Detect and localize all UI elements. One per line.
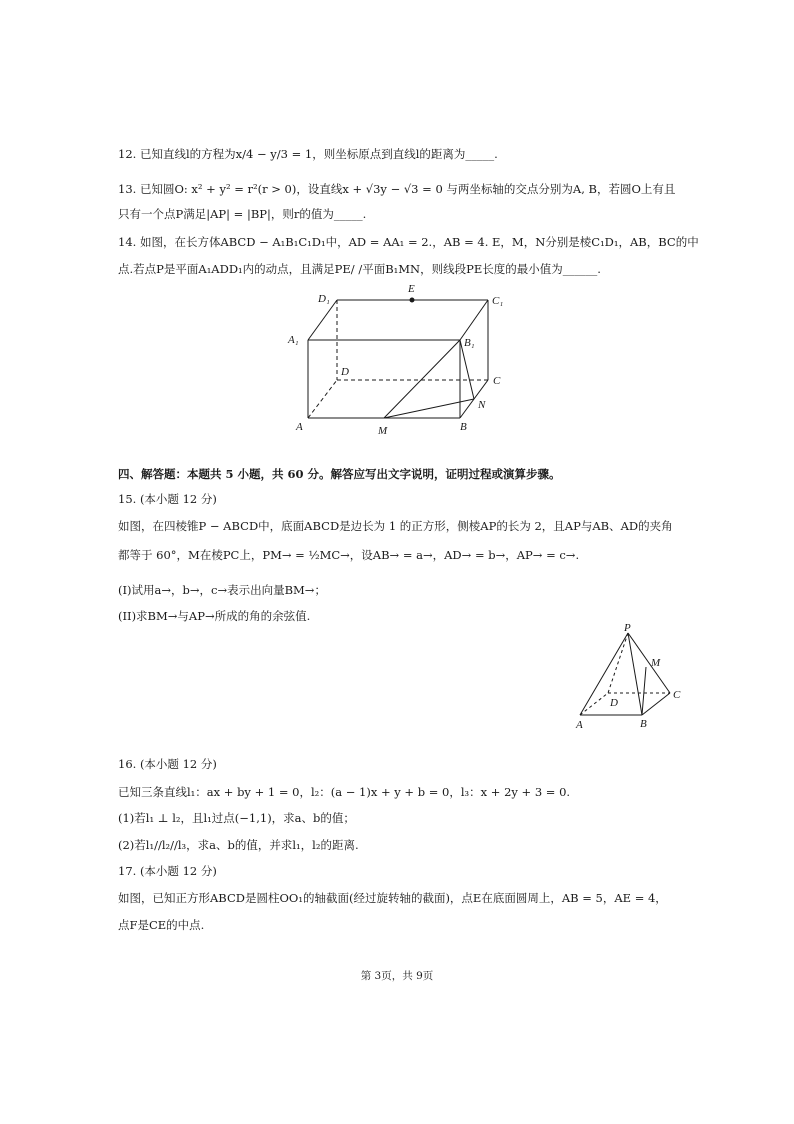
question-15-part-2: (II)求BM→与AP→所成的角的余弦值. [118,609,311,623]
pyramid-figure [570,620,690,732]
question-17-line-2: 点F是CE的中点. [118,918,205,932]
label-m: M [378,425,388,437]
question-14-line-1: 14. 如图，在长方体ABCD − A₁B₁C₁D₁中，AD = AA₁ = 2.，AB = 4. E，M，N分别是棱C₁D₁，AB，BC的中 [118,235,699,249]
edge-a-d [308,380,337,418]
label-e: E [408,283,415,295]
label-m: M [651,657,661,669]
label-d: D [610,697,618,709]
label-c: C [493,375,501,387]
section-4-heading: 四、解答题：本题共 5 小题，共 60 分。解答应写出文字说明，证明过程或演算步骤。 [118,467,561,481]
label-a: A [296,421,303,433]
edge-p-c [628,633,670,693]
label-b1: B₁ [464,337,475,349]
label-a: A [576,719,583,731]
question-17-line-1: 如图，已知正方形ABCD是圆柱OO₁的轴截面(经过旋转轴的截面)，点E在底面圆周上，AB = 5，AE = 4， [118,891,667,905]
label-p: P [624,622,631,634]
cuboid-figure [280,280,520,440]
label-c1: C₁ [492,295,504,307]
point-e [410,298,415,303]
edge-b-c [642,693,670,715]
question-15-line-2: 都等于 60°，M在棱PC上，PM→ = ½MC→，设AB→ = a→，AD→ = b→，AP→ = c→. [118,548,580,562]
question-16-part-2: (2)若l₁//l₂//l₃，求a、b的值，并求l₁，l₂的距离. [118,838,359,852]
label-d1: D₁ [318,293,330,305]
segment-b1-m [384,340,460,418]
label-n: N [478,399,486,411]
edge-a1-d1 [308,300,337,340]
question-12: 12. 已知直线l的方程为x/4 − y/3 = 1，则坐标原点到直线l的距离为_____. [118,147,498,161]
question-16-line-1: 已知三条直线l₁：ax + by + 1 = 0，l₂：(a − 1)x + y + b = 0，l₃：x + 2y + 3 = 0. [118,785,571,799]
segment-b-m [642,667,646,715]
question-13-line-1: 13. 已知圆O: x² + y² = r²(r > 0)，设直线x + √3y − √3 = 0 与两坐标轴的交点分别为A, B，若圆O上有且 [118,182,676,196]
question-17-heading: 17. (本小题 12 分) [118,864,217,878]
edge-a-d [580,693,608,715]
label-c: C [673,689,681,701]
label-b: B [460,421,467,433]
question-16-part-1: (1)若l₁ ⊥ l₂，且l₁过点(−1,1)，求a、b的值； [118,811,355,825]
edge-p-b [628,633,642,715]
edge-b1-c1 [460,300,488,340]
question-16-heading: 16. (本小题 12 分) [118,757,217,771]
question-15-part-1: (I)试用a→，b→，c→表示出向量BM→； [118,583,326,597]
label-a1: A₁ [288,334,299,346]
question-13-line-2: 只有一个点P满足|AP| = |BP|，则r的值为_____. [118,207,367,221]
label-b: B [640,718,647,730]
edge-p-a [580,633,628,715]
question-15-heading: 15. (本小题 12 分) [118,492,217,506]
label-d: D [341,366,349,378]
question-14-line-2: 点.若点P是平面A₁ADD₁内的动点，且满足PE/ /平面B₁MN，则线段PE长度的最小值为______. [118,262,601,276]
question-15-line-1: 如图，在四棱锥P − ABCD中，底面ABCD是边长为 1 的正方形，侧棱AP的长为 2，且AP与AB、AD的夹角 [118,519,673,533]
page-footer: 第 3页，共 9页 [360,970,434,982]
